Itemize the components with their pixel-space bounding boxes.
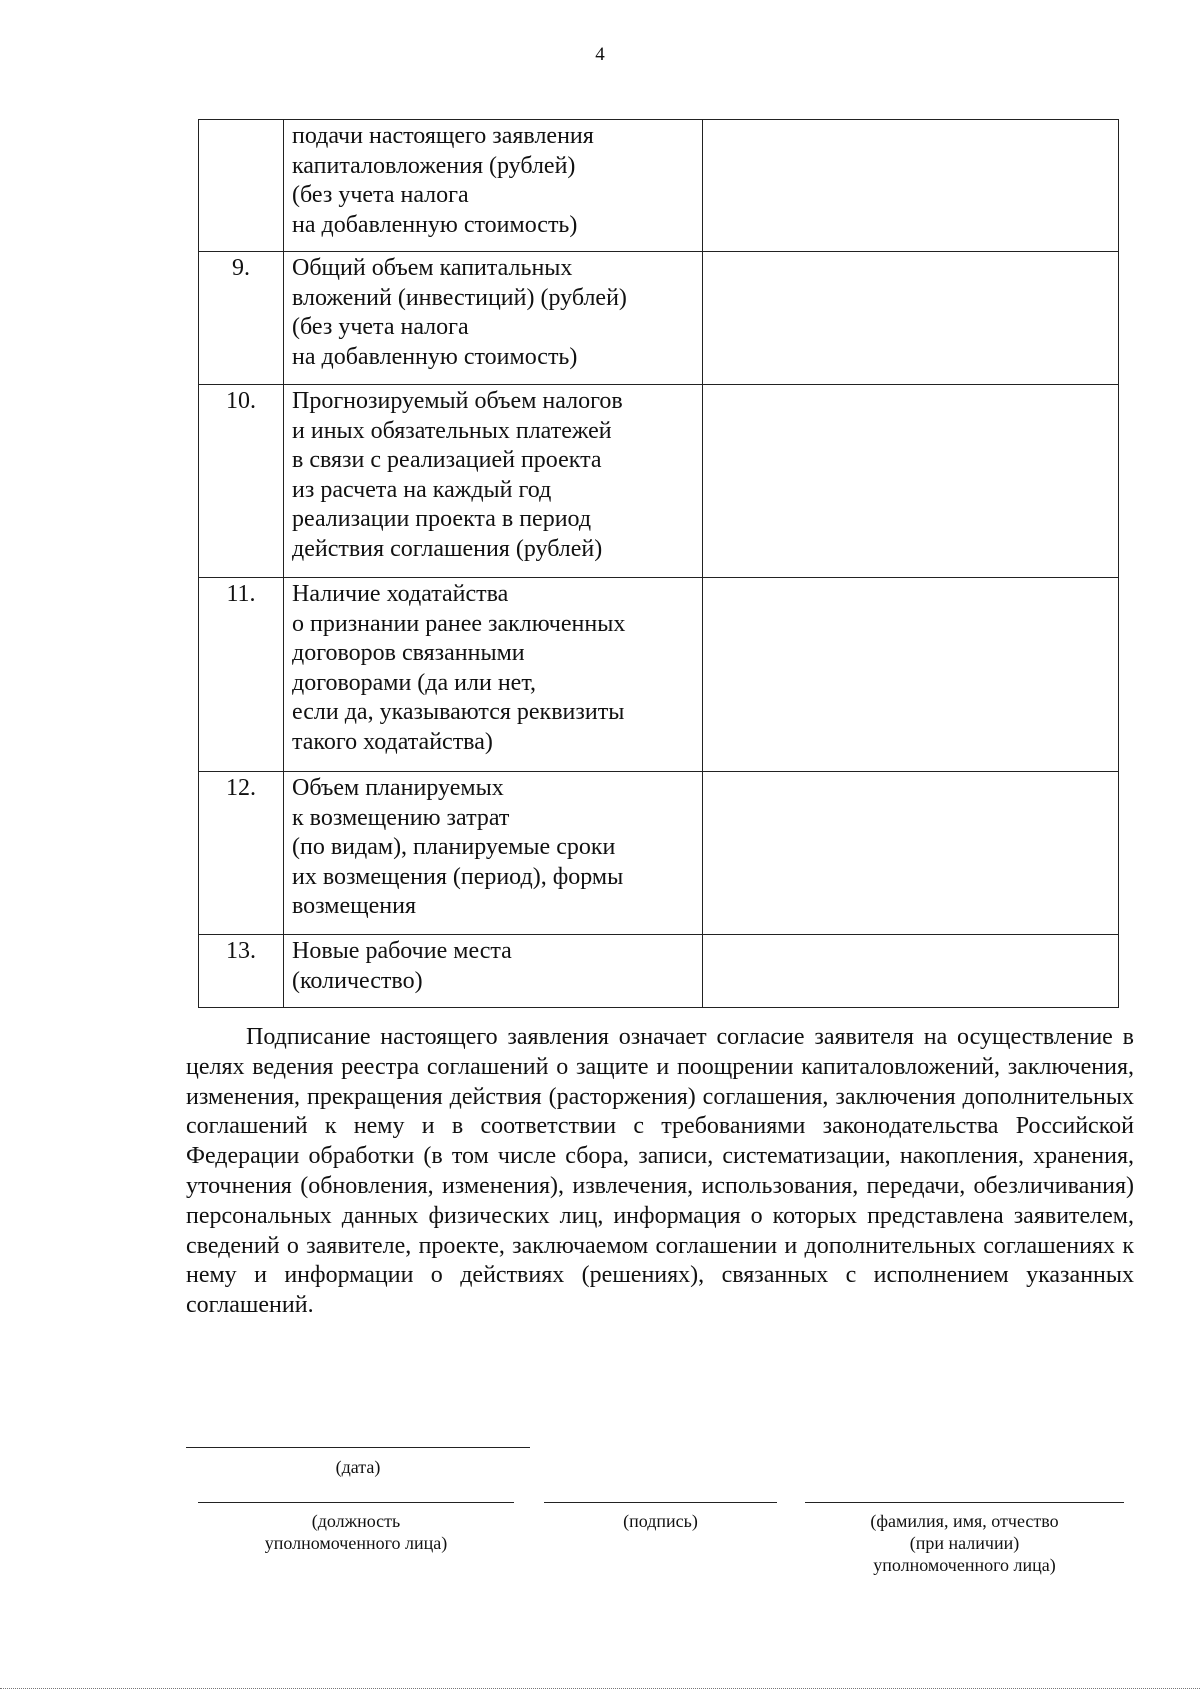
application-table: [198, 119, 1119, 1008]
consent-paragraph: Подписание настоящего заявления означает согласие заявителя на осуществление в целях ведения реестра соглашений о защите и поощрении капиталовложений, заключения, изменения, прекращения действия (расторжения) соглашения, заключения дополнительных соглашений к нему и в соответствии с требованиями законодательства Российской Федерации обработки (в том числе сбора, записи, систематизации, накопления, хранения, уточнения (обновления, изменения), извлечения, использования, передачи, обезличивания) персональных данных физических лиц, информация о которых представлена заявителем, сведений о заявителе, проекте, заключаемом соглашении и дополнительных соглашениях к нему и информации о действиях (решениях), связанных с исполнением указанных соглашений.: [186, 1024, 1134, 1319]
row-value-cell[interactable]: [703, 578, 1119, 772]
table-row: [199, 935, 1119, 1008]
date-line[interactable]: [186, 1447, 530, 1448]
table-row: [199, 120, 1119, 252]
name-label: (фамилия, имя, отчество (при наличии) уполномоченного лица): [870, 1511, 1059, 1575]
row-description: Объем планируемых к возмещению затрат (по видам), планируемые сроки их возмещения (период), формы возмещения: [284, 772, 703, 935]
row-value-cell[interactable]: [703, 120, 1119, 252]
row-description: Прогнозируемый объем налогов и иных обязательных платежей в связи с реализацией проекта из расчета на каждый год реализации проекта в период действия соглашения (рублей): [284, 385, 703, 578]
row-number: 11.: [199, 578, 284, 772]
row-description: Общий объем капитальных вложений (инвестиций) (рублей) (без учета налога на добавленную стоимость): [284, 252, 703, 385]
row-number: 9.: [199, 252, 284, 385]
row-number: [199, 120, 284, 252]
page-bottom-border: [0, 1688, 1200, 1689]
date-label: (дата): [335, 1457, 381, 1477]
position-label: (должность уполномоченного лица): [264, 1511, 448, 1553]
table-row: [199, 385, 1119, 578]
row-value-cell[interactable]: [703, 772, 1119, 935]
table-row: [199, 252, 1119, 385]
row-description: Новые рабочие места (количество): [284, 935, 703, 1008]
row-value-cell[interactable]: [703, 385, 1119, 578]
row-description: подачи настоящего заявления капиталовложения (рублей) (без учета налога на добавленную стоимость): [284, 120, 703, 252]
row-number: 10.: [199, 385, 284, 578]
table-row: [199, 772, 1119, 935]
row-number: 12.: [199, 772, 284, 935]
page-number: 4: [595, 44, 605, 65]
signature-line[interactable]: [544, 1502, 777, 1503]
name-line[interactable]: [805, 1502, 1124, 1503]
signature-label: (подпись): [623, 1511, 698, 1531]
row-value-cell[interactable]: [703, 935, 1119, 1008]
position-line[interactable]: [198, 1502, 514, 1503]
row-description: Наличие ходатайства о признании ранее заключенных договоров связанными договорами (да или нет, если да, указываются реквизиты такого ходатайства): [284, 578, 703, 772]
table-row: [199, 578, 1119, 772]
row-number: 13.: [199, 935, 284, 1008]
row-value-cell[interactable]: [703, 252, 1119, 385]
